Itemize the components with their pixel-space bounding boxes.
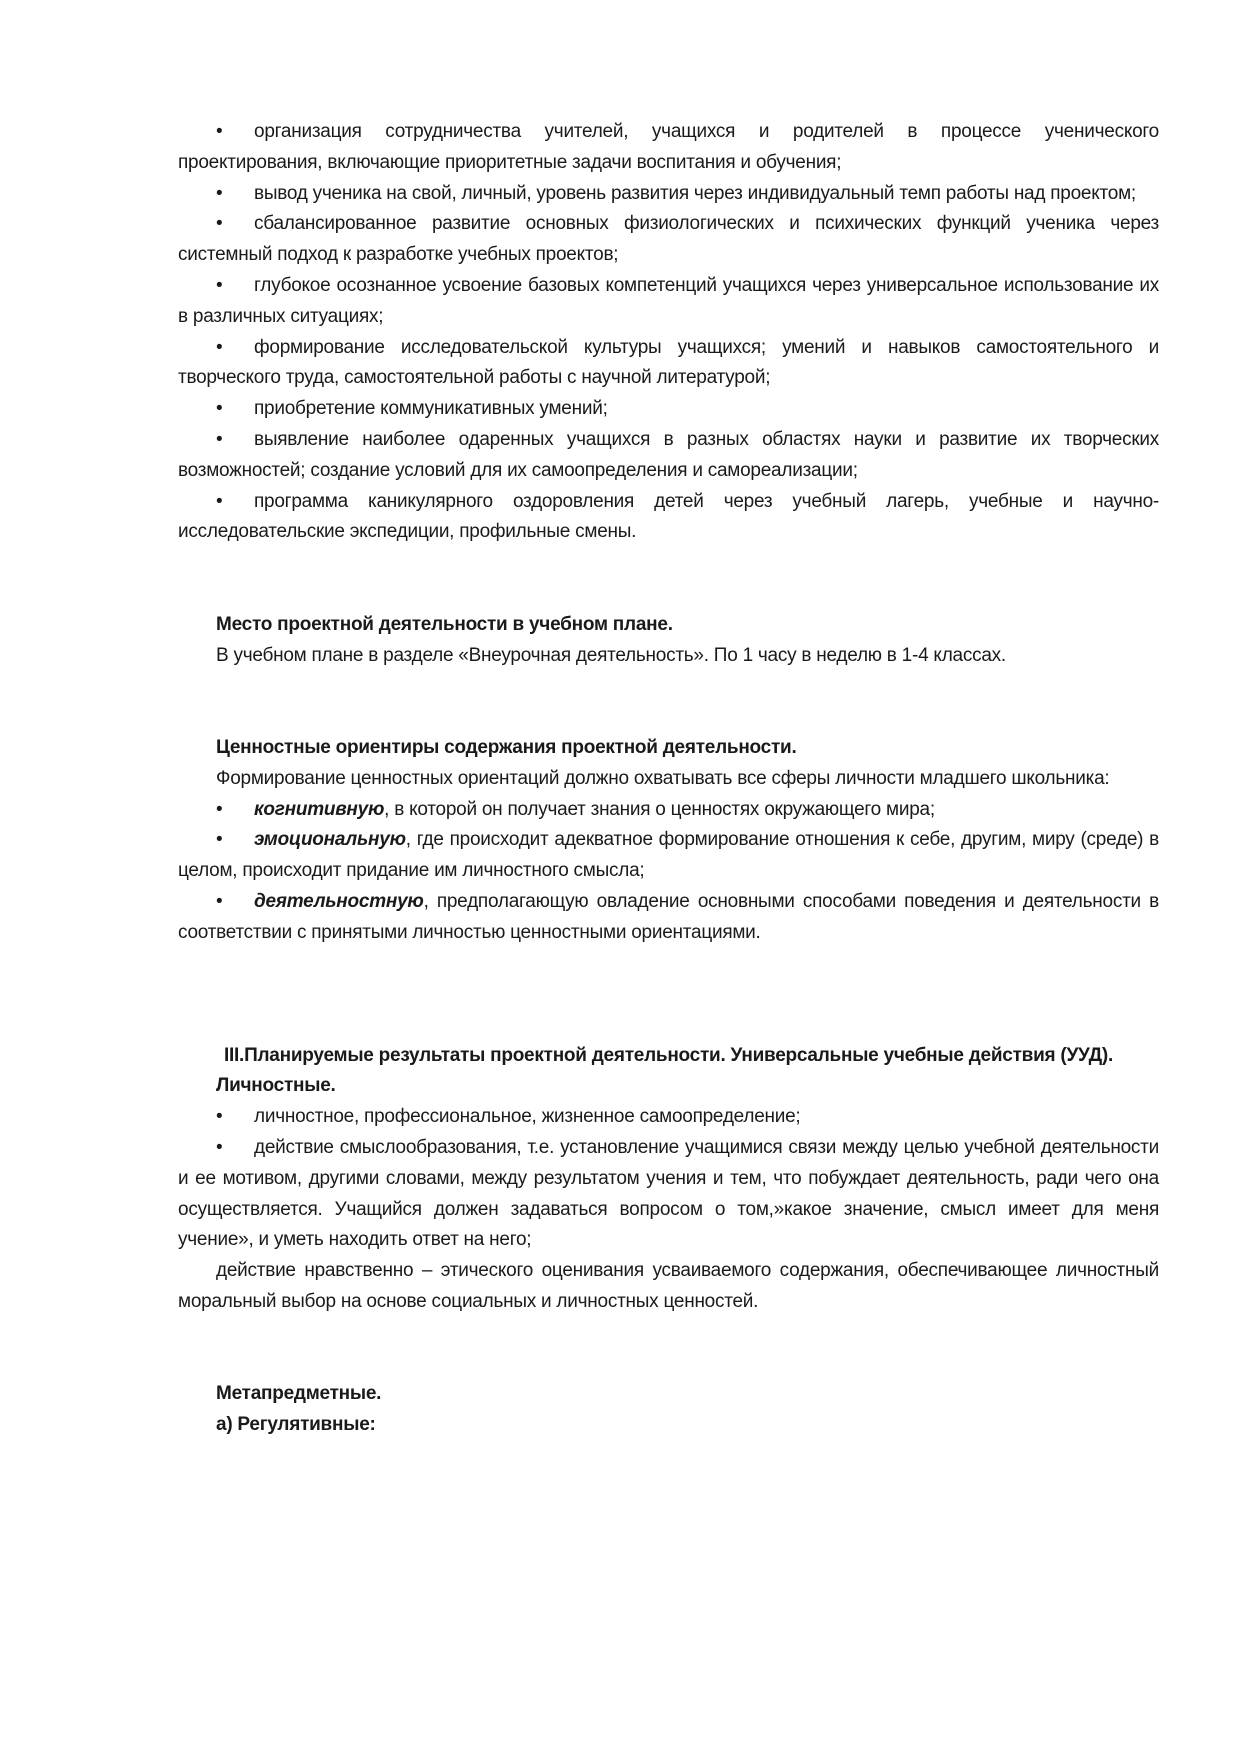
list-item — [178, 825, 1159, 887]
place-text: В учебном плане в разделе «Внеурочная деятельность». По 1 часу в неделю в 1-4 классах. — [216, 644, 1006, 666]
place-heading: Место проектной деятельности в учебном плане. — [216, 613, 673, 635]
regulative-heading: а) Регулятивные: — [216, 1414, 376, 1436]
list-item — [178, 887, 1159, 949]
list-item — [178, 1102, 1159, 1133]
list-item-text: глубокое осознанное усвоение базовых компетенций учащихся через универсальное использование их в различных ситуациях; — [178, 274, 1159, 327]
bullet-icon: • — [216, 274, 223, 296]
list-item-text: , в которой он получает знания о ценностях окружающего мира; — [384, 798, 935, 820]
list-item — [178, 1133, 1159, 1256]
list-item — [178, 117, 1159, 179]
document-page — [178, 117, 1159, 1441]
bullet-icon: • — [216, 829, 223, 851]
bullet-icon: • — [216, 1136, 223, 1158]
values-intro: Формирование ценностных ориентаций должно охватывать все сферы личности младшего школьника: — [216, 767, 1110, 789]
bullet-icon: • — [216, 428, 223, 450]
list-item — [178, 487, 1159, 549]
list-item — [178, 394, 1159, 425]
bullet-icon: • — [216, 213, 223, 235]
list-item-text: , где происходит адекватное формирование отношения к себе, другим, миру (среде) в целом, происходит придание им личностного смысла; — [178, 829, 1159, 882]
term: деятельностную — [254, 890, 424, 912]
meta-heading: Метапредметные. — [216, 1383, 382, 1405]
list-item — [178, 333, 1159, 395]
list-item-text: , предполагающую овладение основными способами поведения и деятельности в соответствии с принятыми личностью ценностными ориентациями. — [178, 890, 1159, 943]
list-item — [178, 425, 1159, 487]
values-heading: Ценностные ориентиры содержания проектной деятельности. — [216, 736, 797, 758]
list-item-text: приобретение коммуникативных умений; — [254, 398, 608, 420]
list-item — [178, 179, 1159, 210]
list-item — [178, 795, 1159, 826]
list-item — [178, 271, 1159, 333]
list-item-text: формирование исследовательской культуры учащихся; умений и навыков самостоятельного и творческого труда, самостоятельной работы с научной литературой; — [178, 336, 1159, 389]
bullet-icon: • — [216, 890, 223, 912]
bullet-icon: • — [216, 490, 223, 512]
bullet-icon: • — [216, 182, 223, 204]
bullet-icon: • — [216, 798, 223, 820]
bullet-icon: • — [216, 398, 223, 420]
section-title: III.Планируемые результаты проектной деятельности. Универсальные учебные действия (УУД). — [223, 1044, 1114, 1066]
bullet-icon: • — [216, 121, 223, 142]
list-item — [178, 209, 1159, 271]
bullet-icon: • — [216, 1106, 223, 1128]
list-item-text: действие смыслообразования, т.е. установление учащимися связи между целью учебной деятельности и ее мотивом, другими словами, между результатом учения и тем, что побуждает деятельность, ради чего она осуществляется. Учащийся должен задаваться вопросом о том,»какое значение, смысл имеет для меня учение», и уметь находить ответ на него; — [178, 1136, 1159, 1251]
list-item-text: сбалансированное развитие основных физиологических и психических функций ученика через системный подход к разработке учебных проектов; — [178, 213, 1159, 266]
bullet-icon: • — [216, 336, 223, 358]
list-item-text: выявление наиболее одаренных учащихся в разных областях науки и развитие их творческих возможностей; создание условий для их самоопределения и самореализации; — [178, 428, 1159, 481]
personal-heading: Личностные. — [216, 1075, 336, 1097]
term: когнитивную — [254, 798, 385, 820]
personal-extra: действие нравственно – этического оценивания усваиваемого содержания, обеспечивающее личностный моральный выбор на основе социальных и личностных ценностей. — [178, 1260, 1159, 1312]
goals-list — [178, 117, 1159, 548]
term: эмоциональную — [254, 829, 406, 851]
list-item-text: личностное, профессиональное, жизненное самоопределение; — [254, 1106, 801, 1128]
list-item-text: программа каникулярного оздоровления детей через учебный лагерь, учебные и научно-исследовательские экспедиции, профильные смены. — [178, 490, 1159, 543]
list-item-text: организация сотрудничества учителей, учащихся и родителей в процессе ученического проектирования, включающие приоритетные задачи воспитания и обучения; — [178, 121, 1159, 173]
list-item-text: вывод ученика на свой, личный, уровень развития через индивидуальный темп работы над проектом; — [254, 182, 1136, 204]
